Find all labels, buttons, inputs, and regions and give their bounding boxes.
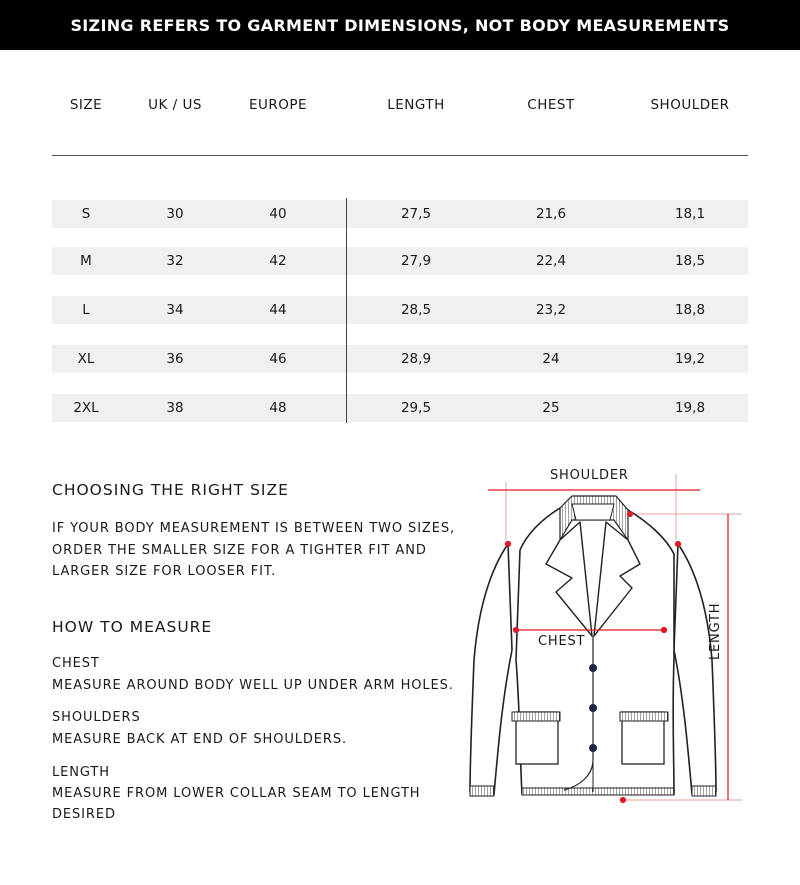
table-cell: 40 <box>269 206 287 222</box>
table-cell: 38 <box>166 400 184 416</box>
table-cell: 18,5 <box>674 253 706 269</box>
chest-instruction: MEASURE AROUND BODY WELL UP UNDER ARM HOLES. <box>52 678 454 693</box>
column-divider <box>346 198 347 423</box>
length-label: LENGTH <box>708 602 723 660</box>
table-cell: S <box>81 206 91 222</box>
table-cell: XL <box>77 351 95 367</box>
table-row <box>52 296 748 324</box>
chest-label: CHEST <box>538 634 586 649</box>
jacket-drawing <box>460 460 800 820</box>
size-guide-banner: SIZING REFERS TO GARMENT DIMENSIONS, NOT BODY MEASUREMENTS <box>0 0 800 50</box>
table-cell: 19,2 <box>674 351 706 367</box>
choosing-line-3: LARGER SIZE FOR LOOSER FIT. <box>52 564 277 579</box>
column-header: EUROPE <box>248 97 308 113</box>
table-cell: L <box>82 302 90 318</box>
chest-subtitle: CHEST <box>52 656 100 671</box>
column-header: CHEST <box>527 97 575 113</box>
shoulders-subtitle: SHOULDERS <box>52 710 141 725</box>
table-cell: 27,5 <box>400 206 432 222</box>
column-header: UK / US <box>148 97 202 113</box>
table-cell: 32 <box>166 253 184 269</box>
table-row <box>52 394 748 422</box>
table-cell: 18,1 <box>674 206 706 222</box>
table-cell: M <box>80 253 92 269</box>
table-cell: 18,8 <box>674 302 706 318</box>
table-cell: 44 <box>269 302 287 318</box>
table-cell: 36 <box>166 351 184 367</box>
table-cell: 48 <box>269 400 287 416</box>
column-header: SHOULDER <box>650 97 730 113</box>
table-cell: 21,6 <box>535 206 567 222</box>
table-cell: 19,8 <box>674 400 706 416</box>
column-header: SIZE <box>69 97 103 113</box>
jacket-measurement-illustration <box>460 460 800 820</box>
table-cell: 27,9 <box>400 253 432 269</box>
choosing-size-title: CHOOSING THE RIGHT SIZE <box>52 481 289 499</box>
table-row <box>52 200 748 228</box>
table-cell: 29,5 <box>400 400 432 416</box>
table-cell: 25 <box>542 400 560 416</box>
shoulder-label: SHOULDER <box>550 468 629 483</box>
shoulders-instruction: MEASURE BACK AT END OF SHOULDERS. <box>52 732 348 747</box>
table-cell: 2XL <box>73 400 99 416</box>
table-row <box>52 345 748 373</box>
table-cell: 24 <box>542 351 560 367</box>
table-cell: 46 <box>269 351 287 367</box>
choosing-line-1: IF YOUR BODY MEASUREMENT IS BETWEEN TWO SIZES, <box>52 521 456 536</box>
table-cell: 34 <box>166 302 184 318</box>
table-cell: 22,4 <box>535 253 567 269</box>
length-instruction-line-1: MEASURE FROM LOWER COLLAR SEAM TO LENGTH <box>52 786 421 801</box>
how-to-measure-title: HOW TO MEASURE <box>52 618 213 636</box>
table-cell: 30 <box>166 206 184 222</box>
choosing-line-2: ORDER THE SMALLER SIZE FOR A TIGHTER FIT AND <box>52 542 427 558</box>
table-cell: 23,2 <box>535 302 567 318</box>
choosing-size-text <box>52 518 455 583</box>
table-cell: 28,5 <box>400 302 432 318</box>
table-cell: 28,9 <box>400 351 432 367</box>
table-row <box>52 247 748 275</box>
length-instruction-line-2: DESIRED <box>52 807 116 822</box>
table-cell: 42 <box>269 253 287 269</box>
header-divider <box>52 155 748 156</box>
column-header: LENGTH <box>387 97 445 113</box>
length-subtitle: LENGTH <box>52 765 110 780</box>
